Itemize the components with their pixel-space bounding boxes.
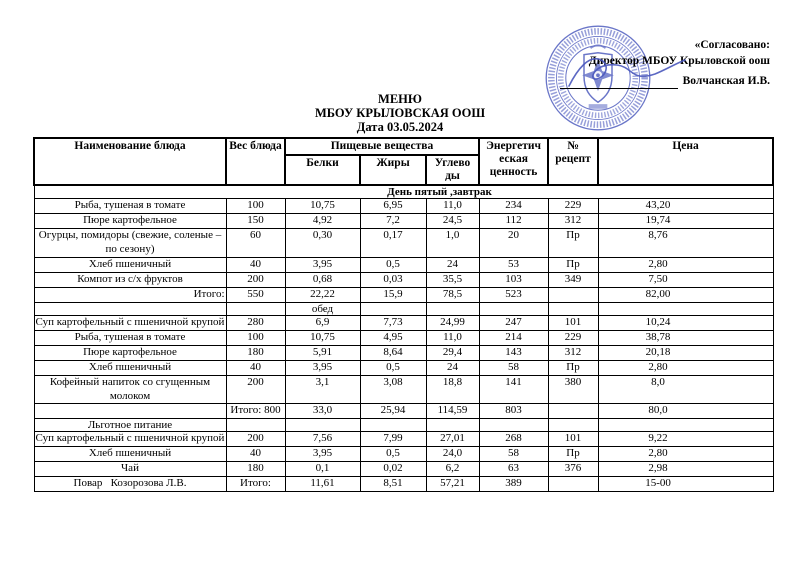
table-row — [34, 330, 773, 345]
value-cell: 8,51 — [360, 477, 426, 492]
value-cell: 29,4 — [426, 345, 479, 360]
value-cell: 7,99 — [360, 432, 426, 447]
table-row — [34, 272, 773, 287]
value-cell: 1,0 — [426, 229, 479, 258]
value-cell: 7,56 — [285, 432, 360, 447]
menu-table — [33, 137, 774, 492]
value-cell: 78,5 — [426, 287, 479, 302]
value-cell: 3,95 — [285, 447, 360, 462]
value-cell: 0,03 — [360, 272, 426, 287]
value-cell: 10,24 — [598, 315, 773, 330]
dish-cell: Компот из с/х фруктов — [34, 272, 226, 287]
value-cell: 82,00 — [598, 287, 773, 302]
value-cell — [548, 302, 598, 315]
value-cell: 0,5 — [360, 447, 426, 462]
value-cell — [598, 302, 773, 315]
value-cell: 4,92 — [285, 214, 360, 229]
header-price: Цена — [598, 138, 773, 185]
value-cell: 380 — [548, 375, 598, 404]
dish-cell: Хлеб пшеничный — [34, 257, 226, 272]
dish-cell: Хлеб пшеничный — [34, 360, 226, 375]
dish-cell: Суп картофельный с пшеничной крупой — [34, 315, 226, 330]
value-cell: 22,22 — [285, 287, 360, 302]
value-cell: 8,64 — [360, 345, 426, 360]
value-cell: 2,80 — [598, 360, 773, 375]
value-cell: 15-00 — [598, 477, 773, 492]
value-cell: 100 — [226, 330, 285, 345]
value-cell: 101 — [548, 432, 598, 447]
table-row — [34, 214, 773, 229]
value-cell: обед — [285, 302, 360, 315]
value-cell: 40 — [226, 447, 285, 462]
table-row — [34, 315, 773, 330]
section-row — [34, 185, 773, 199]
value-cell: 229 — [548, 330, 598, 345]
value-cell: 20,18 — [598, 345, 773, 360]
value-cell: 9,22 — [598, 432, 773, 447]
value-cell: 376 — [548, 462, 598, 477]
dish-cell: Суп картофельный с пшеничной крупой — [34, 432, 226, 447]
dish-cell: Кофейный напиток со сгущенным молоком — [34, 375, 226, 404]
title-school: МБОУ КРЫЛОВСКАЯ ООШ — [314, 105, 486, 120]
value-cell: 2,98 — [598, 462, 773, 477]
value-cell: 11,0 — [426, 330, 479, 345]
menu-table-header — [34, 138, 773, 185]
value-cell: 2,80 — [598, 447, 773, 462]
value-cell: 180 — [226, 345, 285, 360]
value-cell: 11,0 — [426, 199, 479, 214]
table-row — [34, 375, 773, 404]
value-cell: 143 — [479, 345, 548, 360]
value-cell: 200 — [226, 432, 285, 447]
document-title — [0, 93, 800, 134]
table-row — [34, 404, 773, 419]
value-cell: 7,2 — [360, 214, 426, 229]
handwritten-signature-icon — [567, 50, 687, 92]
value-cell: 389 — [479, 477, 548, 492]
table-row — [34, 360, 773, 375]
value-cell: 8,0 — [598, 375, 773, 404]
table-row — [34, 432, 773, 447]
value-cell: Пр — [548, 229, 598, 258]
value-cell: 234 — [479, 199, 548, 214]
dish-cell: Чай — [34, 462, 226, 477]
value-cell: 247 — [479, 315, 548, 330]
value-cell: 101 — [548, 315, 598, 330]
value-cell — [479, 302, 548, 315]
dish-cell: Рыба, тушеная в томате — [34, 330, 226, 345]
approval-director-line: Директор МБОУ Крыловской оош — [588, 55, 770, 68]
value-cell: 3,08 — [360, 375, 426, 404]
table-row — [34, 257, 773, 272]
value-cell: 38,78 — [598, 330, 773, 345]
value-cell: 0,5 — [360, 360, 426, 375]
value-cell: 3,95 — [285, 257, 360, 272]
title-date: Дата 03.05.2024 — [356, 119, 444, 134]
value-cell: 180 — [226, 462, 285, 477]
value-cell: 25,94 — [360, 404, 426, 419]
value-cell: 35,5 — [426, 272, 479, 287]
value-cell: 141 — [479, 375, 548, 404]
dish-cell: Пюре картофельное — [34, 214, 226, 229]
value-cell: 10,75 — [285, 330, 360, 345]
dish-cell: Повар Козорозова Л.В. — [34, 477, 226, 492]
value-cell — [426, 302, 479, 315]
value-cell: 0,17 — [360, 229, 426, 258]
value-cell — [548, 404, 598, 419]
dish-cell: Рыба, тушеная в томате — [34, 199, 226, 214]
dish-cell: Пюре картофельное — [34, 345, 226, 360]
value-cell: 229 — [548, 199, 598, 214]
value-cell: 80,0 — [598, 404, 773, 419]
value-cell: 58 — [479, 360, 548, 375]
value-cell: 5,91 — [285, 345, 360, 360]
value-cell: 27,01 — [426, 432, 479, 447]
value-cell: 7,73 — [360, 315, 426, 330]
value-cell — [226, 419, 285, 432]
value-cell: 24,99 — [426, 315, 479, 330]
header-carbs: Углево ды — [426, 155, 479, 185]
value-cell: 112 — [479, 214, 548, 229]
approval-director-name: Волчанская И.В. — [682, 74, 770, 87]
dish-cell: Хлеб пшеничный — [34, 447, 226, 462]
value-cell: Пр — [548, 360, 598, 375]
header-energy: Энергетич еская ценность — [479, 138, 548, 185]
table-row — [34, 302, 773, 315]
value-cell: Пр — [548, 257, 598, 272]
value-cell: 43,20 — [598, 199, 773, 214]
value-cell: 53 — [479, 257, 548, 272]
value-cell: 57,21 — [426, 477, 479, 492]
table-row — [34, 462, 773, 477]
value-cell — [285, 419, 360, 432]
value-cell: 200 — [226, 272, 285, 287]
header-weight: Вес блюда — [226, 138, 285, 185]
value-cell: 280 — [226, 315, 285, 330]
value-cell: 33,0 — [285, 404, 360, 419]
value-cell — [548, 287, 598, 302]
table-row — [34, 345, 773, 360]
value-cell: 0,68 — [285, 272, 360, 287]
value-cell: 24 — [426, 257, 479, 272]
dish-cell — [34, 302, 226, 315]
value-cell: 103 — [479, 272, 548, 287]
table-row — [34, 477, 773, 492]
value-cell: 3,1 — [285, 375, 360, 404]
header-protein: Белки — [285, 155, 360, 185]
value-cell: 0,5 — [360, 257, 426, 272]
value-cell: 0,1 — [285, 462, 360, 477]
value-cell — [548, 477, 598, 492]
value-cell: 523 — [479, 287, 548, 302]
table-row — [34, 287, 773, 302]
dish-cell: Огурцы, помидоры (свежие, соленые – по сезону) — [34, 229, 226, 258]
value-cell: 40 — [226, 360, 285, 375]
value-cell: 312 — [548, 345, 598, 360]
approval-agreed-label: «Согласовано: — [694, 39, 770, 51]
value-cell: 7,50 — [598, 272, 773, 287]
header-dish: Наименование блюда — [34, 138, 226, 185]
value-cell: 4,95 — [360, 330, 426, 345]
value-cell — [548, 419, 598, 432]
dish-cell: Итого: — [34, 287, 226, 302]
value-cell: 6,9 — [285, 315, 360, 330]
table-row — [34, 419, 773, 432]
value-cell: Итого: 800 — [226, 404, 285, 419]
value-cell: 312 — [548, 214, 598, 229]
value-cell — [226, 302, 285, 315]
value-cell: 10,75 — [285, 199, 360, 214]
value-cell: 6,2 — [426, 462, 479, 477]
value-cell: 349 — [548, 272, 598, 287]
value-cell — [360, 302, 426, 315]
value-cell: 0,30 — [285, 229, 360, 258]
header-recipe: № рецепт — [548, 138, 598, 185]
value-cell: 268 — [479, 432, 548, 447]
section-label: День пятый ,завтрак — [34, 185, 773, 199]
value-cell: 3,95 — [285, 360, 360, 375]
value-cell: 15,9 — [360, 287, 426, 302]
value-cell — [426, 419, 479, 432]
value-cell: 20 — [479, 229, 548, 258]
value-cell: 114,59 — [426, 404, 479, 419]
value-cell: Итого: — [226, 477, 285, 492]
value-cell: 19,74 — [598, 214, 773, 229]
value-cell: 6,95 — [360, 199, 426, 214]
value-cell: 214 — [479, 330, 548, 345]
dish-cell: Льготное питание — [34, 419, 226, 432]
value-cell: 8,76 — [598, 229, 773, 258]
value-cell: 24,5 — [426, 214, 479, 229]
value-cell: 58 — [479, 447, 548, 462]
value-cell: 24,0 — [426, 447, 479, 462]
table-row — [34, 229, 773, 258]
value-cell: 550 — [226, 287, 285, 302]
title-menu: МЕНЮ — [378, 92, 422, 106]
value-cell: 2,80 — [598, 257, 773, 272]
value-cell: 60 — [226, 229, 285, 258]
value-cell: 63 — [479, 462, 548, 477]
value-cell — [598, 419, 773, 432]
value-cell: 803 — [479, 404, 548, 419]
dish-cell — [34, 404, 226, 419]
value-cell: Пр — [548, 447, 598, 462]
table-row — [34, 199, 773, 214]
menu-table-body — [34, 185, 773, 492]
header-nutrients-group: Пищевые вещества — [285, 138, 479, 155]
value-cell: 200 — [226, 375, 285, 404]
value-cell: 40 — [226, 257, 285, 272]
value-cell: 150 — [226, 214, 285, 229]
value-cell: 0,02 — [360, 462, 426, 477]
header-fat: Жиры — [360, 155, 426, 185]
value-cell: 100 — [226, 199, 285, 214]
value-cell: 24 — [426, 360, 479, 375]
value-cell — [479, 419, 548, 432]
value-cell — [360, 419, 426, 432]
value-cell: 11,61 — [285, 477, 360, 492]
value-cell: 18,8 — [426, 375, 479, 404]
table-row — [34, 447, 773, 462]
